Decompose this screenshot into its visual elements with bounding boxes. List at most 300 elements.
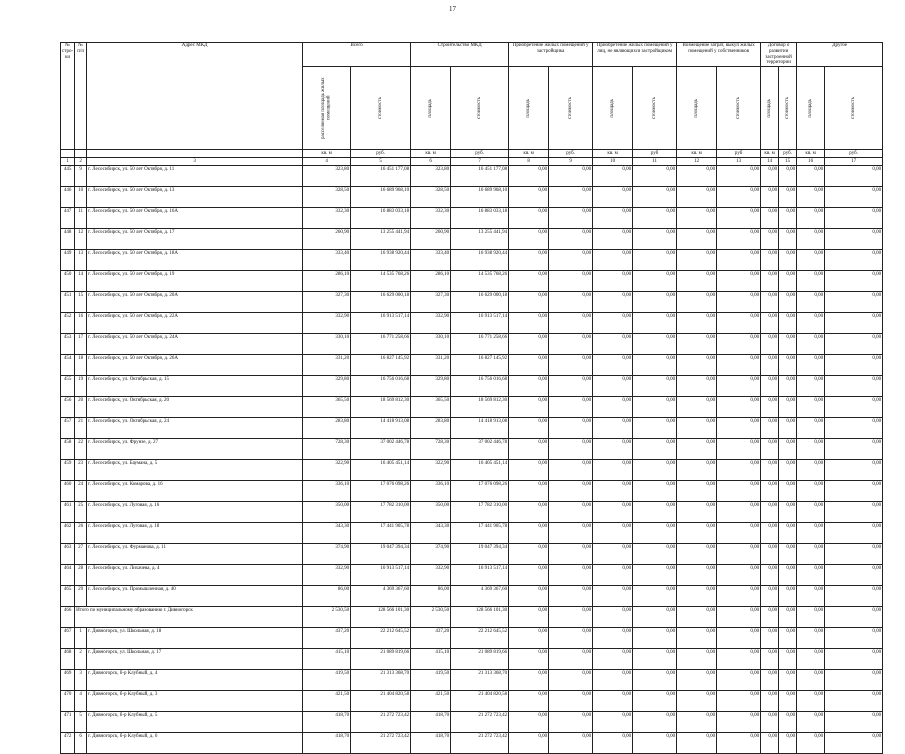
construction-cost-cell: 128 566 101,30 xyxy=(451,607,509,628)
zero-value-cell: 0,00 xyxy=(509,187,549,208)
table-row xyxy=(61,229,883,250)
address-cell: г. Дивногорск, б-р Клубный, д. 3 xyxy=(87,691,303,712)
zero-value-cell: 0,00 xyxy=(593,250,633,271)
total-cost-cell: 21 089 819,66 xyxy=(351,649,411,670)
total-area-cell: 260,90 xyxy=(303,229,351,250)
construction-area-cell: 333,40 xyxy=(411,250,451,271)
zero-value-cell: 0,00 xyxy=(633,229,677,250)
total-area-cell: 332,90 xyxy=(303,313,351,334)
pp-cell: 17 xyxy=(75,334,87,355)
zero-value-cell: 0,00 xyxy=(825,544,883,565)
pp-cell: 11 xyxy=(75,208,87,229)
address-cell: г. Лесосибирск, ул. Комарова, д. 16 xyxy=(87,481,303,502)
construction-area-cell: 418,70 xyxy=(411,733,451,754)
zero-value-cell: 0,00 xyxy=(509,271,549,292)
row-number-cell: 453 xyxy=(61,334,75,355)
address-cell: г. Лесосибирск, ул. 50 лет Октября, д. 20А xyxy=(87,292,303,313)
zero-value-cell: 0,00 xyxy=(549,229,593,250)
zero-value-cell: 0,00 xyxy=(677,565,717,586)
construction-area-cell: 330,10 xyxy=(411,334,451,355)
address-cell: г. Лесосибирск, ул. Фрунзе, д. 27 xyxy=(87,439,303,460)
zero-value-cell: 0,00 xyxy=(549,355,593,376)
construction-cost-cell: 16 883 033,18 xyxy=(451,208,509,229)
zero-value-cell: 0,00 xyxy=(797,565,825,586)
sub-area: площадь xyxy=(693,98,699,118)
zero-value-cell: 0,00 xyxy=(633,334,677,355)
zero-value-cell: 0,00 xyxy=(717,334,761,355)
address-cell: г. Лесосибирск, ул. 50 лет Октября, д. 22А xyxy=(87,313,303,334)
housing-resettlement-table xyxy=(60,42,883,754)
total-area-cell: 323,80 xyxy=(303,166,351,187)
zero-value-cell: 0,00 xyxy=(825,733,883,754)
table-row xyxy=(61,376,883,397)
column-numbers-row xyxy=(61,158,883,166)
zero-value-cell: 0,00 xyxy=(509,712,549,733)
zero-value-cell: 0,00 xyxy=(633,418,677,439)
zero-value-cell: 0,00 xyxy=(593,670,633,691)
zero-value-cell: 0,00 xyxy=(549,334,593,355)
pp-cell: 25 xyxy=(75,502,87,523)
zero-value-cell: 0,00 xyxy=(677,523,717,544)
zero-value-cell: 0,00 xyxy=(825,292,883,313)
zero-value-cell: 0,00 xyxy=(797,523,825,544)
construction-cost-cell: 16 913 517,14 xyxy=(451,313,509,334)
zero-value-cell: 0,00 xyxy=(717,355,761,376)
zero-value-cell: 0,00 xyxy=(761,712,779,733)
zero-value-cell: 0,00 xyxy=(593,628,633,649)
zero-value-cell: 0,00 xyxy=(593,649,633,670)
pp-cell: 14 xyxy=(75,271,87,292)
construction-area-cell: 283,80 xyxy=(411,418,451,439)
zero-value-cell: 0,00 xyxy=(797,271,825,292)
zero-value-cell: 0,00 xyxy=(549,544,593,565)
zero-value-cell: 0,00 xyxy=(509,733,549,754)
construction-cost-cell: 16 827 145,92 xyxy=(451,355,509,376)
construction-area-cell: 329,80 xyxy=(411,376,451,397)
zero-value-cell: 0,00 xyxy=(797,586,825,607)
zero-value-cell: 0,00 xyxy=(797,418,825,439)
zero-value-cell: 0,00 xyxy=(633,670,677,691)
column-number: 6 xyxy=(411,158,451,166)
zero-value-cell: 0,00 xyxy=(717,502,761,523)
pp-cell: 18 xyxy=(75,355,87,376)
zero-value-cell: 0,00 xyxy=(761,502,779,523)
total-row xyxy=(61,607,883,628)
construction-cost-cell: 16 629 000,18 xyxy=(451,292,509,313)
row-number-cell: 469 xyxy=(61,670,75,691)
construction-cost-cell: 16 405 451,14 xyxy=(451,460,509,481)
zero-value-cell: 0,00 xyxy=(633,166,677,187)
row-number-cell: 468 xyxy=(61,649,75,670)
zero-value-cell: 0,00 xyxy=(761,229,779,250)
zero-value-cell: 0,00 xyxy=(825,607,883,628)
zero-value-cell: 0,00 xyxy=(825,313,883,334)
pp-cell: 20 xyxy=(75,397,87,418)
zero-value-cell: 0,00 xyxy=(825,355,883,376)
zero-value-cell: 0,00 xyxy=(509,292,549,313)
column-number: 9 xyxy=(549,158,593,166)
total-area-cell: 333,40 xyxy=(303,250,351,271)
construction-cost-cell: 14 418 913,08 xyxy=(451,418,509,439)
zero-value-cell: 0,00 xyxy=(593,313,633,334)
column-number: 10 xyxy=(593,158,633,166)
zero-value-cell: 0,00 xyxy=(677,376,717,397)
zero-value-cell: 0,00 xyxy=(797,439,825,460)
total-cost-cell: 21 404 820,58 xyxy=(351,691,411,712)
address-cell: г. Дивногорск, ул. Школьная, д. 18 xyxy=(87,628,303,649)
pp-cell: 26 xyxy=(75,523,87,544)
row-number-cell: 450 xyxy=(61,271,75,292)
sub-cost: стоимость xyxy=(735,97,741,119)
total-area-cell: 331,20 xyxy=(303,355,351,376)
total-area-cell: 322,90 xyxy=(303,460,351,481)
zero-value-cell: 0,00 xyxy=(717,418,761,439)
zero-value-cell: 0,00 xyxy=(825,586,883,607)
total-cost-cell: 16 771 258,66 xyxy=(351,334,411,355)
row-number-cell: 451 xyxy=(61,292,75,313)
pp-cell: 19 xyxy=(75,376,87,397)
total-cost-cell: 16 756 016,68 xyxy=(351,376,411,397)
zero-value-cell: 0,00 xyxy=(677,418,717,439)
total-cost-cell: 19 047 394,34 xyxy=(351,544,411,565)
zero-value-cell: 0,00 xyxy=(825,502,883,523)
zero-value-cell: 0,00 xyxy=(797,229,825,250)
total-area-cell: 328,50 xyxy=(303,187,351,208)
zero-value-cell: 0,00 xyxy=(677,649,717,670)
zero-value-cell: 0,00 xyxy=(593,607,633,628)
zero-value-cell: 0,00 xyxy=(761,355,779,376)
zero-value-cell: 0,00 xyxy=(761,733,779,754)
construction-cost-cell: 21 272 723,42 xyxy=(451,712,509,733)
zero-value-cell: 0,00 xyxy=(761,418,779,439)
zero-value-cell: 0,00 xyxy=(593,691,633,712)
zero-value-cell: 0,00 xyxy=(549,418,593,439)
zero-value-cell: 0,00 xyxy=(825,418,883,439)
header-row-number: № стро-ки xyxy=(61,43,75,150)
zero-value-cell: 0,00 xyxy=(633,523,677,544)
construction-cost-cell: 16 756 016,68 xyxy=(451,376,509,397)
column-number: 8 xyxy=(509,158,549,166)
zero-value-cell: 0,00 xyxy=(779,586,797,607)
unit-cell: кв. м xyxy=(797,150,825,158)
zero-value-cell: 0,00 xyxy=(633,481,677,502)
zero-value-cell: 0,00 xyxy=(509,565,549,586)
zero-value-cell: 0,00 xyxy=(549,439,593,460)
total-cost-cell: 16 913 517,14 xyxy=(351,565,411,586)
column-number: 15 xyxy=(779,158,797,166)
construction-area-cell: 332,90 xyxy=(411,313,451,334)
sub-cost: стоимость xyxy=(850,97,856,119)
pp-cell: 2 xyxy=(75,649,87,670)
row-number-cell: 458 xyxy=(61,439,75,460)
zero-value-cell: 0,00 xyxy=(593,187,633,208)
construction-cost-cell: 4 369 367,60 xyxy=(451,586,509,607)
construction-area-cell: 437,20 xyxy=(411,628,451,649)
zero-value-cell: 0,00 xyxy=(633,208,677,229)
total-cost-cell: 14 535 768,26 xyxy=(351,271,411,292)
table-row xyxy=(61,691,883,712)
pp-cell: 29 xyxy=(75,586,87,607)
pp-cell: 12 xyxy=(75,229,87,250)
column-number: 13 xyxy=(717,158,761,166)
row-number-cell: 466 xyxy=(61,607,75,628)
zero-value-cell: 0,00 xyxy=(717,649,761,670)
table-row xyxy=(61,544,883,565)
zero-value-cell: 0,00 xyxy=(797,292,825,313)
construction-area-cell: 421,50 xyxy=(411,691,451,712)
pp-cell: 16 xyxy=(75,313,87,334)
pp-cell: 3 xyxy=(75,670,87,691)
zero-value-cell: 0,00 xyxy=(677,481,717,502)
construction-cost-cell: 19 047 394,34 xyxy=(451,544,509,565)
zero-value-cell: 0,00 xyxy=(825,691,883,712)
address-cell: г. Дивногорск, б-р Клубный, д. 6 xyxy=(87,733,303,754)
total-cost-cell: 37 002 446,78 xyxy=(351,439,411,460)
table-row xyxy=(61,502,883,523)
total-area-cell: 350,00 xyxy=(303,502,351,523)
zero-value-cell: 0,00 xyxy=(825,271,883,292)
zero-value-cell: 0,00 xyxy=(779,229,797,250)
column-number: 12 xyxy=(677,158,717,166)
construction-cost-cell: 16 938 920,44 xyxy=(451,250,509,271)
column-number: 16 xyxy=(797,158,825,166)
table-row xyxy=(61,166,883,187)
unit-cell: руб. xyxy=(451,150,509,158)
zero-value-cell: 0,00 xyxy=(549,187,593,208)
zero-value-cell: 0,00 xyxy=(761,691,779,712)
row-number-cell: 452 xyxy=(61,313,75,334)
construction-area-cell: 336,10 xyxy=(411,481,451,502)
zero-value-cell: 0,00 xyxy=(797,460,825,481)
unit-cell: кв. м xyxy=(593,150,633,158)
zero-value-cell: 0,00 xyxy=(593,355,633,376)
construction-area-cell: 332,30 xyxy=(411,208,451,229)
zero-value-cell: 0,00 xyxy=(509,670,549,691)
zero-value-cell: 0,00 xyxy=(677,334,717,355)
total-area-cell: 283,80 xyxy=(303,418,351,439)
total-area-cell: 329,80 xyxy=(303,376,351,397)
header-construction: Строительство МКД xyxy=(411,43,509,67)
zero-value-cell: 0,00 xyxy=(633,586,677,607)
zero-value-cell: 0,00 xyxy=(509,649,549,670)
zero-value-cell: 0,00 xyxy=(825,397,883,418)
zero-value-cell: 0,00 xyxy=(677,544,717,565)
zero-value-cell: 0,00 xyxy=(677,187,717,208)
row-number-cell: 460 xyxy=(61,481,75,502)
address-cell: г. Лесосибирск, ул. 50 лет Октября, д. 19 xyxy=(87,271,303,292)
zero-value-cell: 0,00 xyxy=(825,439,883,460)
zero-value-cell: 0,00 xyxy=(825,565,883,586)
row-number-cell: 467 xyxy=(61,628,75,649)
zero-value-cell: 0,00 xyxy=(509,250,549,271)
header-pp: № п/п xyxy=(75,43,87,150)
sub-cost: стоимость xyxy=(567,97,573,119)
zero-value-cell: 0,00 xyxy=(761,607,779,628)
zero-value-cell: 0,00 xyxy=(509,439,549,460)
zero-value-cell: 0,00 xyxy=(549,313,593,334)
zero-value-cell: 0,00 xyxy=(825,712,883,733)
sub-cost: стоимость xyxy=(651,97,657,119)
pp-cell: 24 xyxy=(75,481,87,502)
row-number-cell: 449 xyxy=(61,250,75,271)
table-row xyxy=(61,649,883,670)
zero-value-cell: 0,00 xyxy=(761,586,779,607)
column-number: 14 xyxy=(761,158,779,166)
zero-value-cell: 0,00 xyxy=(593,733,633,754)
zero-value-cell: 0,00 xyxy=(509,481,549,502)
zero-value-cell: 0,00 xyxy=(797,397,825,418)
column-number: 11 xyxy=(633,158,677,166)
zero-value-cell: 0,00 xyxy=(593,208,633,229)
total-cost-cell: 16 938 920,44 xyxy=(351,250,411,271)
column-number: 5 xyxy=(351,158,411,166)
pp-cell: 9 xyxy=(75,166,87,187)
sub-area: площадь xyxy=(807,98,813,118)
total-cost-cell: 13 255 441,94 xyxy=(351,229,411,250)
total-cost-cell: 14 418 913,08 xyxy=(351,418,411,439)
table-row xyxy=(61,292,883,313)
address-cell: Итого по муниципальному образованию г. Дивногорск xyxy=(75,607,303,628)
zero-value-cell: 0,00 xyxy=(797,481,825,502)
zero-value-cell: 0,00 xyxy=(779,187,797,208)
row-number-cell: 448 xyxy=(61,229,75,250)
construction-cost-cell: 21 272 723,42 xyxy=(451,733,509,754)
construction-area-cell: 365,50 xyxy=(411,397,451,418)
zero-value-cell: 0,00 xyxy=(761,481,779,502)
header-contract: Договор о развитии застроенной территории xyxy=(761,43,797,67)
zero-value-cell: 0,00 xyxy=(717,271,761,292)
zero-value-cell: 0,00 xyxy=(509,334,549,355)
construction-cost-cell: 17 441 905,78 xyxy=(451,523,509,544)
sub-cost: стоимость xyxy=(476,97,482,119)
pp-cell: 13 xyxy=(75,250,87,271)
zero-value-cell: 0,00 xyxy=(549,712,593,733)
total-area-cell: 330,10 xyxy=(303,334,351,355)
construction-area-cell: 350,00 xyxy=(411,502,451,523)
zero-value-cell: 0,00 xyxy=(633,187,677,208)
zero-value-cell: 0,00 xyxy=(549,670,593,691)
zero-value-cell: 0,00 xyxy=(509,313,549,334)
zero-value-cell: 0,00 xyxy=(779,397,797,418)
construction-area-cell: 331,20 xyxy=(411,355,451,376)
construction-cost-cell: 17 782 310,00 xyxy=(451,502,509,523)
zero-value-cell: 0,00 xyxy=(825,523,883,544)
zero-value-cell: 0,00 xyxy=(549,649,593,670)
pp-cell: 23 xyxy=(75,460,87,481)
zero-value-cell: 0,00 xyxy=(677,628,717,649)
row-number-cell: 456 xyxy=(61,397,75,418)
zero-value-cell: 0,00 xyxy=(761,670,779,691)
construction-cost-cell: 22 212 645,52 xyxy=(451,628,509,649)
zero-value-cell: 0,00 xyxy=(633,355,677,376)
zero-value-cell: 0,00 xyxy=(633,691,677,712)
zero-value-cell: 0,00 xyxy=(509,586,549,607)
total-cost-cell: 21 272 723,42 xyxy=(351,712,411,733)
total-cost-cell: 4 369 367,60 xyxy=(351,586,411,607)
sub-area: площадь xyxy=(427,98,433,118)
zero-value-cell: 0,00 xyxy=(593,544,633,565)
zero-value-cell: 0,00 xyxy=(761,166,779,187)
total-cost-cell: 16 405 451,14 xyxy=(351,460,411,481)
row-number-cell: 470 xyxy=(61,691,75,712)
construction-cost-cell: 14 535 768,26 xyxy=(451,271,509,292)
construction-area-cell: 2 530,50 xyxy=(411,607,451,628)
sub-area-residential: расселяемая площадь жилых помещений xyxy=(321,77,332,139)
zero-value-cell: 0,00 xyxy=(825,250,883,271)
unit-cell: кв. м xyxy=(761,150,779,158)
address-cell: г. Лесосибирск, ул. 50 лет Октября, д. 26А xyxy=(87,355,303,376)
table-row xyxy=(61,523,883,544)
construction-area-cell: 260,90 xyxy=(411,229,451,250)
zero-value-cell: 0,00 xyxy=(677,208,717,229)
zero-value-cell: 0,00 xyxy=(761,565,779,586)
row-number-cell: 447 xyxy=(61,208,75,229)
zero-value-cell: 0,00 xyxy=(509,355,549,376)
zero-value-cell: 0,00 xyxy=(549,628,593,649)
zero-value-cell: 0,00 xyxy=(677,439,717,460)
table-row xyxy=(61,208,883,229)
zero-value-cell: 0,00 xyxy=(717,166,761,187)
zero-value-cell: 0,00 xyxy=(797,187,825,208)
total-cost-cell: 16 451 177,08 xyxy=(351,166,411,187)
table-row xyxy=(61,271,883,292)
zero-value-cell: 0,00 xyxy=(509,376,549,397)
zero-value-cell: 0,00 xyxy=(797,502,825,523)
zero-value-cell: 0,00 xyxy=(549,502,593,523)
zero-value-cell: 0,00 xyxy=(797,355,825,376)
zero-value-cell: 0,00 xyxy=(825,481,883,502)
zero-value-cell: 0,00 xyxy=(779,670,797,691)
row-number-cell: 459 xyxy=(61,460,75,481)
zero-value-cell: 0,00 xyxy=(717,607,761,628)
total-area-cell: 728,30 xyxy=(303,439,351,460)
zero-value-cell: 0,00 xyxy=(677,250,717,271)
zero-value-cell: 0,00 xyxy=(779,691,797,712)
zero-value-cell: 0,00 xyxy=(593,229,633,250)
zero-value-cell: 0,00 xyxy=(677,292,717,313)
row-number-cell: 461 xyxy=(61,502,75,523)
zero-value-cell: 0,00 xyxy=(509,397,549,418)
address-cell: г. Лесосибирск, ул. 50 лет Октября, д. 18А xyxy=(87,250,303,271)
zero-value-cell: 0,00 xyxy=(717,544,761,565)
address-cell: г. Лесосибирск, ул. Бауманa, д. 5 xyxy=(87,460,303,481)
zero-value-cell: 0,00 xyxy=(677,712,717,733)
zero-value-cell: 0,00 xyxy=(633,250,677,271)
zero-value-cell: 0,00 xyxy=(717,208,761,229)
zero-value-cell: 0,00 xyxy=(633,376,677,397)
table-row xyxy=(61,586,883,607)
address-cell: г. Лесосибирск, ул. 50 лет Октября, д. 16А xyxy=(87,208,303,229)
zero-value-cell: 0,00 xyxy=(677,313,717,334)
zero-value-cell: 0,00 xyxy=(677,607,717,628)
pp-cell: 21 xyxy=(75,418,87,439)
zero-value-cell: 0,00 xyxy=(779,250,797,271)
pp-cell: 10 xyxy=(75,187,87,208)
total-area-cell: 437,20 xyxy=(303,628,351,649)
zero-value-cell: 0,00 xyxy=(797,313,825,334)
sub-cost: стоимость xyxy=(377,97,383,119)
zero-value-cell: 0,00 xyxy=(633,733,677,754)
row-number-cell: 462 xyxy=(61,523,75,544)
address-cell: г. Лесосибирск, ул. 50 лет Октября, д. 17 xyxy=(87,229,303,250)
zero-value-cell: 0,00 xyxy=(509,208,549,229)
zero-value-cell: 0,00 xyxy=(779,292,797,313)
zero-value-cell: 0,00 xyxy=(593,418,633,439)
zero-value-cell: 0,00 xyxy=(779,355,797,376)
zero-value-cell: 0,00 xyxy=(779,565,797,586)
zero-value-cell: 0,00 xyxy=(779,460,797,481)
pp-cell: 27 xyxy=(75,544,87,565)
